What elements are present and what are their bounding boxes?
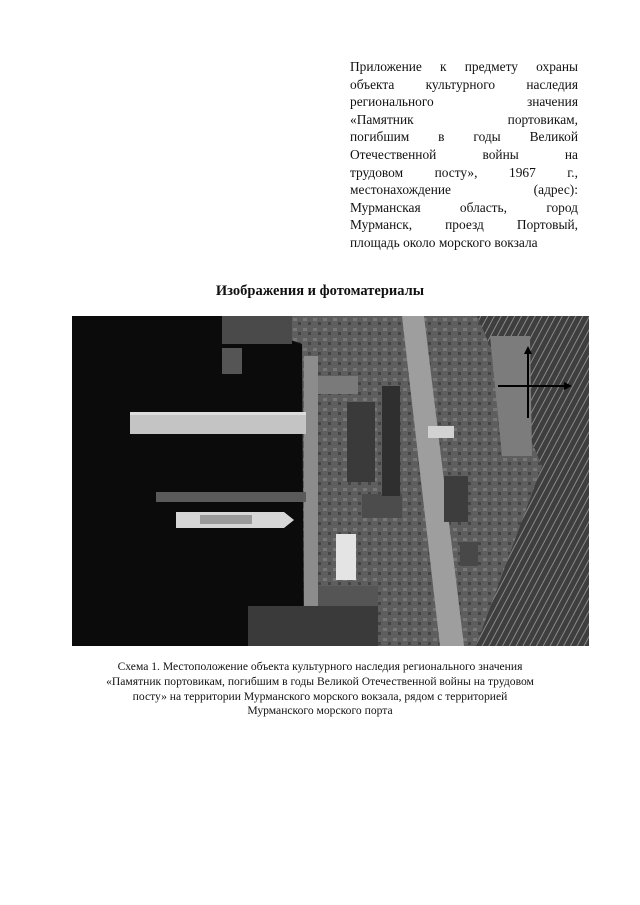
appendix-line: Мурманская область, город [350, 199, 578, 215]
figure-caption [70, 660, 570, 719]
block-building [362, 494, 402, 518]
appendix-line: регионального значения [350, 94, 578, 110]
port-shed [318, 586, 378, 606]
appendix-heading [350, 58, 578, 252]
warehouse-small [460, 542, 478, 566]
harbor-water [72, 316, 304, 646]
station-building [347, 402, 375, 482]
appendix-line: объекта культурного наследия [350, 76, 578, 92]
warehouse [428, 426, 454, 438]
square-area [318, 376, 358, 394]
caption-line: посту» на территории Мурманского морского вокзала, рядом с территорией [132, 689, 508, 703]
section-title: Изображения и фотоматериалы [215, 283, 425, 299]
appendix-line: Отечественной войны на [350, 146, 578, 162]
quay-edge [304, 356, 318, 646]
ship-superstructure [200, 515, 252, 524]
pier-highlight [130, 412, 306, 415]
caption-line: «Памятник портовикам, погибшим в годы Великой Отечественной войны на трудовом [106, 674, 534, 688]
aerial-photo [72, 316, 589, 646]
appendix-line: «Памятник портовикам, [350, 111, 578, 127]
appendix-line: площадь около морского вокзала [350, 234, 538, 250]
aerial-photo-drawing [72, 316, 589, 646]
appendix-line: трудовом посту», 1967 г., [350, 164, 578, 180]
port-warehouse [248, 606, 378, 646]
appendix-line: Приложение к предмету охраны [350, 59, 578, 74]
appendix-line: Мурманск, проезд Портовый, [350, 217, 578, 233]
warehouse-dark [444, 476, 468, 522]
caption-line: Схема 1. Местоположение объекта культурного наследия регионального значения [117, 660, 523, 673]
upper-dock [222, 316, 292, 344]
main-pier [130, 412, 306, 434]
lower-berth [156, 492, 306, 502]
tree-row [382, 386, 400, 496]
crane-block [222, 348, 242, 374]
caption-line: Мурманского морского порта [247, 704, 393, 718]
white-building [336, 534, 356, 580]
appendix-line: погибшим в годы Великой [350, 129, 578, 145]
appendix-line: местонахождение (адрес): [350, 182, 578, 198]
